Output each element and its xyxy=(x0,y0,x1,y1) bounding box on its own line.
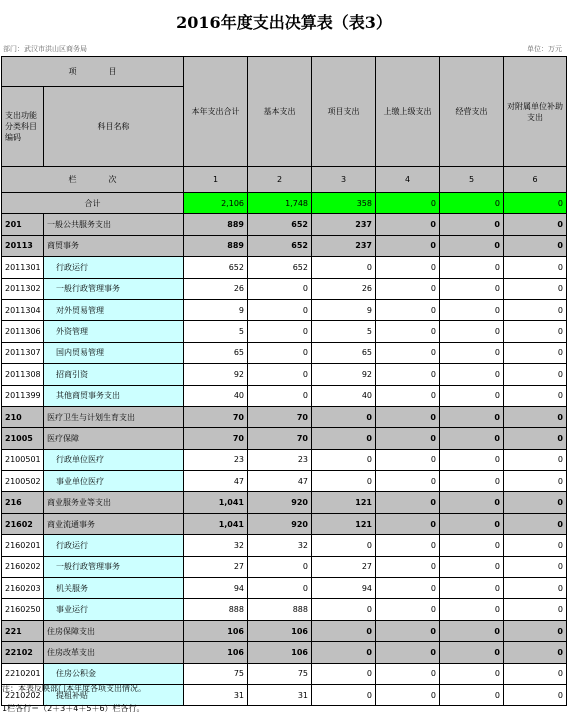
row-name: 住房保障支出 xyxy=(44,620,184,641)
row-value: 0 xyxy=(504,642,567,663)
row-code: 210 xyxy=(2,406,44,427)
row-value: 0 xyxy=(504,492,567,513)
row-value: 0 xyxy=(248,385,312,406)
row-value: 0 xyxy=(504,299,567,320)
row-value: 889 xyxy=(184,214,248,235)
row-code: 2011306 xyxy=(2,321,44,342)
row-code: 2210201 xyxy=(2,663,44,684)
row-code: 21005 xyxy=(2,428,44,449)
row-value: 0 xyxy=(504,556,567,577)
row-value: 920 xyxy=(248,513,312,534)
total-value: 1,748 xyxy=(248,193,312,214)
unit-label: 单位：万元 xyxy=(527,45,562,53)
row-code: 216 xyxy=(2,492,44,513)
total-value: 358 xyxy=(312,193,376,214)
table-row xyxy=(2,214,567,235)
row-name: 外资管理 xyxy=(44,321,184,342)
row-code: 2160250 xyxy=(2,599,44,620)
row-value: 0 xyxy=(440,578,504,599)
row-value: 47 xyxy=(248,471,312,492)
row-value: 27 xyxy=(312,556,376,577)
total-value: 0 xyxy=(376,193,440,214)
table-row xyxy=(2,492,567,513)
row-name: 商业流通事务 xyxy=(44,513,184,534)
total-row xyxy=(2,193,567,214)
row-value: 94 xyxy=(184,578,248,599)
total-value: 0 xyxy=(504,193,567,214)
row-value: 0 xyxy=(376,578,440,599)
row-value: 5 xyxy=(312,321,376,342)
expenditure-table xyxy=(1,56,567,706)
row-code: 2011399 xyxy=(2,385,44,406)
row-name: 商贸事务 xyxy=(44,235,184,256)
row-value: 0 xyxy=(504,513,567,534)
row-value: 0 xyxy=(504,449,567,470)
table-row xyxy=(2,406,567,427)
row-value: 0 xyxy=(376,299,440,320)
table-row xyxy=(2,364,567,385)
table-row xyxy=(2,535,567,556)
row-name: 行政单位医疗 xyxy=(44,449,184,470)
row-value: 0 xyxy=(504,620,567,641)
row-name: 国内贸易管理 xyxy=(44,342,184,363)
row-value: 0 xyxy=(376,428,440,449)
row-value: 889 xyxy=(184,235,248,256)
table-row xyxy=(2,513,567,534)
table-row xyxy=(2,278,567,299)
row-name: 机关服务 xyxy=(44,578,184,599)
row-value: 652 xyxy=(248,257,312,278)
col-number: 1 xyxy=(184,167,248,193)
footnote: 1栏各行＝（2＋3＋4＋5＋6）栏各行。 xyxy=(2,704,145,713)
row-value: 32 xyxy=(248,535,312,556)
row-value: 0 xyxy=(248,364,312,385)
row-value: 0 xyxy=(440,535,504,556)
row-value: 652 xyxy=(248,214,312,235)
row-value: 0 xyxy=(440,278,504,299)
row-name: 行政运行 xyxy=(44,535,184,556)
row-code: 2100502 xyxy=(2,471,44,492)
row-value: 0 xyxy=(248,578,312,599)
row-value: 0 xyxy=(504,599,567,620)
row-name: 一般行政管理事务 xyxy=(44,556,184,577)
row-value: 0 xyxy=(504,214,567,235)
row-value: 75 xyxy=(184,663,248,684)
row-code: 2011301 xyxy=(2,257,44,278)
row-value: 106 xyxy=(184,620,248,641)
row-value: 0 xyxy=(504,278,567,299)
total-value: 0 xyxy=(440,193,504,214)
row-value: 0 xyxy=(376,235,440,256)
table-row xyxy=(2,449,567,470)
row-name: 住房改革支出 xyxy=(44,642,184,663)
header-code: 支出功能分类科目编码 xyxy=(2,87,44,167)
row-value: 0 xyxy=(376,535,440,556)
row-value: 0 xyxy=(376,449,440,470)
header-name: 科目名称 xyxy=(44,87,184,167)
row-value: 0 xyxy=(248,556,312,577)
row-code: 2160203 xyxy=(2,578,44,599)
table-row xyxy=(2,385,567,406)
row-value: 0 xyxy=(440,663,504,684)
row-value: 0 xyxy=(440,556,504,577)
row-value: 237 xyxy=(312,214,376,235)
row-value: 0 xyxy=(504,428,567,449)
row-value: 9 xyxy=(184,299,248,320)
row-value: 0 xyxy=(376,663,440,684)
row-value: 0 xyxy=(312,599,376,620)
row-value: 0 xyxy=(376,642,440,663)
row-value: 0 xyxy=(376,406,440,427)
header-xiangmu: 项 目 xyxy=(2,57,184,87)
table-row xyxy=(2,299,567,320)
row-value: 0 xyxy=(376,385,440,406)
row-name: 一般公共服务支出 xyxy=(44,214,184,235)
row-value: 9 xyxy=(312,299,376,320)
table-row xyxy=(2,428,567,449)
row-value: 75 xyxy=(248,663,312,684)
row-value: 0 xyxy=(376,684,440,705)
table-row xyxy=(2,342,567,363)
row-value: 0 xyxy=(248,299,312,320)
row-code: 2011308 xyxy=(2,364,44,385)
row-value: 0 xyxy=(312,406,376,427)
table-row xyxy=(2,235,567,256)
row-value: 0 xyxy=(504,535,567,556)
row-value: 0 xyxy=(440,364,504,385)
row-value: 0 xyxy=(440,385,504,406)
row-code: 2011302 xyxy=(2,278,44,299)
table-row xyxy=(2,620,567,641)
row-value: 70 xyxy=(248,428,312,449)
row-value: 92 xyxy=(312,364,376,385)
header-col-1: 本年支出合计 xyxy=(184,57,248,167)
row-name: 事业运行 xyxy=(44,599,184,620)
row-code: 20113 xyxy=(2,235,44,256)
row-value: 0 xyxy=(248,278,312,299)
row-value: 0 xyxy=(440,449,504,470)
row-name: 对外贸易管理 xyxy=(44,299,184,320)
row-value: 26 xyxy=(184,278,248,299)
row-value: 106 xyxy=(248,620,312,641)
row-value: 0 xyxy=(440,642,504,663)
row-value: 0 xyxy=(504,364,567,385)
row-value: 31 xyxy=(248,684,312,705)
row-value: 0 xyxy=(504,385,567,406)
row-value: 0 xyxy=(312,449,376,470)
row-code: 2100501 xyxy=(2,449,44,470)
row-value: 888 xyxy=(248,599,312,620)
row-value: 652 xyxy=(184,257,248,278)
table-row xyxy=(2,599,567,620)
row-value: 0 xyxy=(504,684,567,705)
row-value: 92 xyxy=(184,364,248,385)
row-name: 招商引资 xyxy=(44,364,184,385)
row-value: 0 xyxy=(376,321,440,342)
table-row xyxy=(2,556,567,577)
page-title: 2016年度支出决算表（表3） xyxy=(176,13,392,32)
col-number: 3 xyxy=(312,167,376,193)
header-col-2: 基本支出 xyxy=(248,57,312,167)
department-label: 部门：武汉市洪山区商务局 xyxy=(3,45,87,53)
row-value: 0 xyxy=(312,684,376,705)
row-code: 2011307 xyxy=(2,342,44,363)
row-name: 提租补贴 xyxy=(44,684,184,705)
row-value: 0 xyxy=(504,235,567,256)
row-value: 0 xyxy=(504,257,567,278)
row-value: 0 xyxy=(248,342,312,363)
row-value: 0 xyxy=(376,342,440,363)
row-value: 0 xyxy=(376,214,440,235)
row-value: 0 xyxy=(312,257,376,278)
row-value: 0 xyxy=(440,257,504,278)
row-code: 221 xyxy=(2,620,44,641)
row-value: 0 xyxy=(376,599,440,620)
header-col-4: 上缴上级支出 xyxy=(376,57,440,167)
row-value: 0 xyxy=(376,278,440,299)
total-label: 合计 xyxy=(2,193,184,214)
row-value: 23 xyxy=(184,449,248,470)
row-value: 0 xyxy=(312,471,376,492)
row-value: 0 xyxy=(504,578,567,599)
header-col-3: 项目支出 xyxy=(312,57,376,167)
row-value: 0 xyxy=(504,471,567,492)
row-value: 0 xyxy=(440,214,504,235)
col-number: 4 xyxy=(376,167,440,193)
row-value: 0 xyxy=(440,299,504,320)
row-value: 652 xyxy=(248,235,312,256)
header-lanci: 栏 次 xyxy=(2,167,184,193)
row-value: 70 xyxy=(184,406,248,427)
row-value: 26 xyxy=(312,278,376,299)
row-name: 住房公积金 xyxy=(44,663,184,684)
row-value: 0 xyxy=(376,471,440,492)
row-value: 0 xyxy=(440,684,504,705)
table-row xyxy=(2,642,567,663)
row-value: 40 xyxy=(312,385,376,406)
row-code: 21602 xyxy=(2,513,44,534)
row-value: 888 xyxy=(184,599,248,620)
row-value: 0 xyxy=(440,471,504,492)
row-code: 2011304 xyxy=(2,299,44,320)
row-value: 0 xyxy=(376,620,440,641)
row-value: 0 xyxy=(312,535,376,556)
row-value: 0 xyxy=(440,321,504,342)
row-value: 0 xyxy=(376,556,440,577)
table-row xyxy=(2,663,567,684)
row-value: 0 xyxy=(376,257,440,278)
row-value: 0 xyxy=(504,342,567,363)
row-code: 2210202 xyxy=(2,684,44,705)
row-value: 0 xyxy=(440,235,504,256)
row-value: 31 xyxy=(184,684,248,705)
col-number: 5 xyxy=(440,167,504,193)
row-value: 70 xyxy=(248,406,312,427)
row-name: 事业单位医疗 xyxy=(44,471,184,492)
row-value: 0 xyxy=(312,663,376,684)
footnote: 注：本表反映部门本年度各项支出情况。 xyxy=(2,684,146,693)
row-value: 106 xyxy=(184,642,248,663)
row-value: 0 xyxy=(376,513,440,534)
row-value: 1,041 xyxy=(184,513,248,534)
row-value: 0 xyxy=(440,406,504,427)
row-code: 22102 xyxy=(2,642,44,663)
row-value: 70 xyxy=(184,428,248,449)
row-name: 一般行政管理事务 xyxy=(44,278,184,299)
row-value: 65 xyxy=(312,342,376,363)
col-number: 6 xyxy=(504,167,567,193)
row-value: 0 xyxy=(440,342,504,363)
row-name: 其他商贸事务支出 xyxy=(44,385,184,406)
row-value: 94 xyxy=(312,578,376,599)
row-name: 医疗卫生与计划生育支出 xyxy=(44,406,184,427)
row-value: 0 xyxy=(504,321,567,342)
table-row xyxy=(2,321,567,342)
total-value: 2,106 xyxy=(184,193,248,214)
row-code: 2160201 xyxy=(2,535,44,556)
row-code: 2160202 xyxy=(2,556,44,577)
row-value: 0 xyxy=(504,406,567,427)
row-value: 0 xyxy=(440,620,504,641)
row-value: 0 xyxy=(440,492,504,513)
row-name: 商业服务业等支出 xyxy=(44,492,184,513)
row-value: 0 xyxy=(376,364,440,385)
row-value: 27 xyxy=(184,556,248,577)
row-value: 0 xyxy=(248,321,312,342)
row-name: 医疗保障 xyxy=(44,428,184,449)
row-value: 5 xyxy=(184,321,248,342)
table-row xyxy=(2,578,567,599)
row-value: 0 xyxy=(312,642,376,663)
col-number: 2 xyxy=(248,167,312,193)
table-row xyxy=(2,471,567,492)
row-value: 106 xyxy=(248,642,312,663)
row-value: 920 xyxy=(248,492,312,513)
row-value: 0 xyxy=(376,492,440,513)
row-value: 0 xyxy=(440,513,504,534)
row-value: 0 xyxy=(312,620,376,641)
row-value: 237 xyxy=(312,235,376,256)
row-value: 0 xyxy=(440,599,504,620)
row-value: 65 xyxy=(184,342,248,363)
row-code: 201 xyxy=(2,214,44,235)
row-value: 23 xyxy=(248,449,312,470)
row-value: 47 xyxy=(184,471,248,492)
row-value: 0 xyxy=(504,663,567,684)
header-col-6: 对附属单位补助支出 xyxy=(504,57,567,167)
row-value: 121 xyxy=(312,492,376,513)
row-value: 40 xyxy=(184,385,248,406)
header-col-5: 经营支出 xyxy=(440,57,504,167)
row-value: 32 xyxy=(184,535,248,556)
row-value: 1,041 xyxy=(184,492,248,513)
row-name: 行政运行 xyxy=(44,257,184,278)
row-value: 121 xyxy=(312,513,376,534)
table-row xyxy=(2,257,567,278)
row-value: 0 xyxy=(312,428,376,449)
row-value: 0 xyxy=(440,428,504,449)
